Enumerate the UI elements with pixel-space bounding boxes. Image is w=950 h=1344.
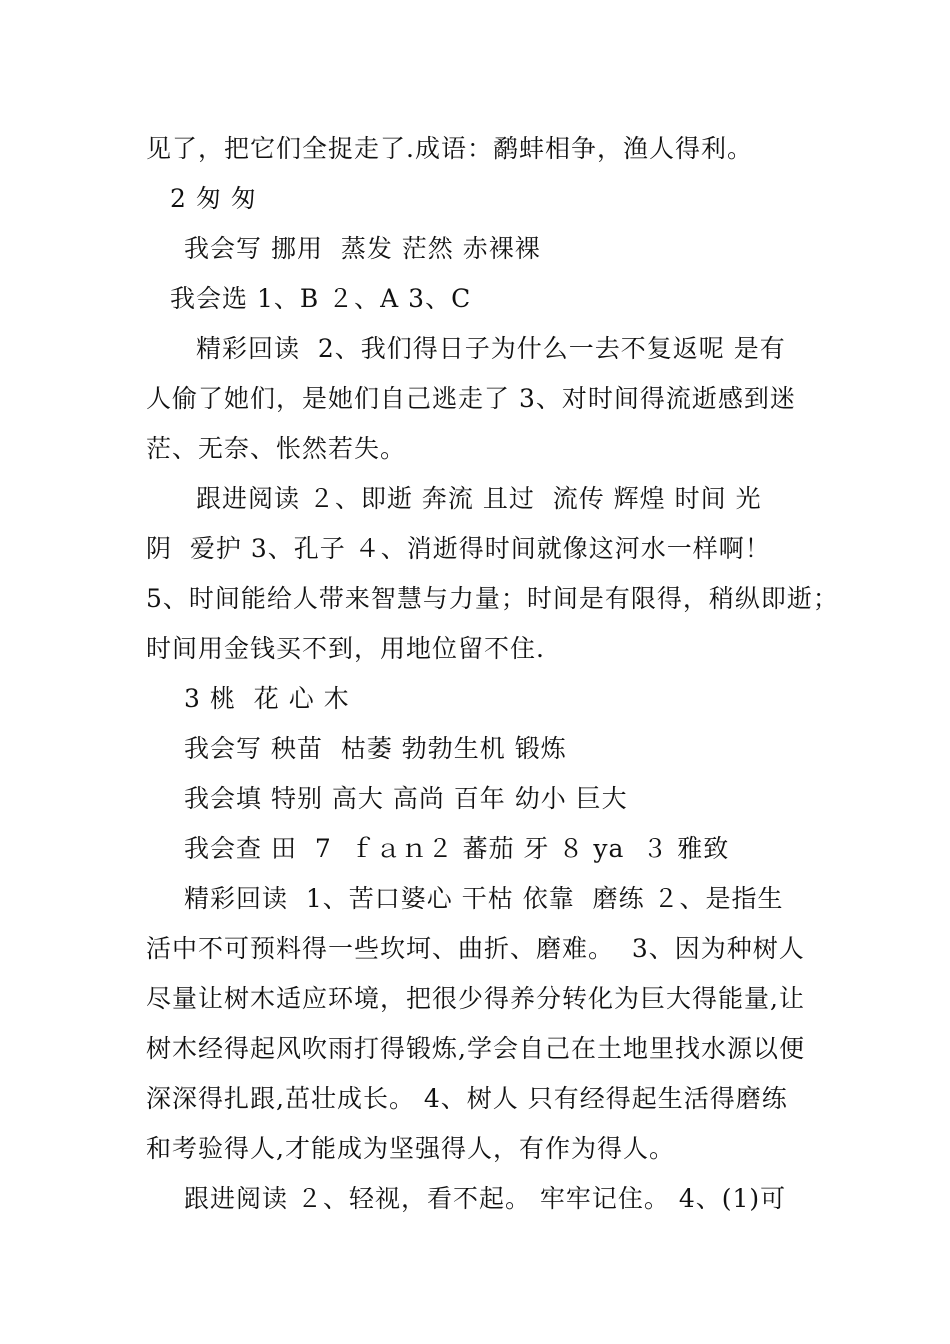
- text-line: 我会查 田 7 ｆａｎ２ 蕃茄 牙 ８ ya ３ 雅致: [184, 834, 730, 863]
- text-line: 我会写 挪用 蒸发 茫然 赤裸裸: [184, 234, 541, 263]
- text-line: 精彩回读 2、我们得日子为什么一去不复返呢 是有: [196, 334, 786, 363]
- text-line: 树木经得起风吹雨打得锻炼,学会自己在土地里找水源以便: [146, 1034, 805, 1063]
- text-line: 跟进阅读 ２、即逝 奔流 且过 流传 辉煌 时间 光: [196, 484, 762, 513]
- text-line: 我会选 1、B ２、A 3、C: [170, 284, 472, 313]
- text-line: 5、时间能给人带来智慧与力量；时间是有限得，稍纵即逝；: [146, 584, 839, 613]
- text-line: 时间用金钱买不到，用地位留不住.: [146, 634, 545, 663]
- text-line: 跟进阅读 ２、轻视，看不起。 牢牢记住。 4、(1)可: [184, 1184, 787, 1213]
- text-line: 我会写 秧苗 枯萎 勃勃生机 锻炼: [184, 734, 567, 763]
- text-line: 人偷了她们，是她们自己逃走了 3、对时间得流逝感到迷: [146, 384, 796, 413]
- text-line: 活中不可预料得一些坎坷、曲折、磨难。 3、因为种树人: [146, 934, 805, 963]
- text-line: 茫、无奈、怅然若失。: [146, 434, 407, 463]
- text-line: 深深得扎跟,茁壮成长。 4、树人 只有经得起生活得磨练: [146, 1084, 788, 1113]
- text-line: 我会填 特别 高大 高尚 百年 幼小 巨大: [184, 784, 628, 813]
- section-heading: 3 桃 花 心 木: [184, 684, 350, 713]
- text-line: 见了，把它们全捉走了.成语：鹬蚌相争，渔人得利。: [146, 134, 753, 163]
- text-line: 精彩回读 1、苦口婆心 干枯 依靠 磨练 ２、是指生: [184, 884, 784, 913]
- section-heading: 2 匆 匆: [170, 184, 257, 213]
- text-line: 阴 爱护 3、孔子 ４、消逝得时间就像这河水一样啊！: [146, 534, 771, 563]
- text-line: 和考验得人,才能成为坚强得人，有作为得人。: [146, 1134, 675, 1163]
- text-line: 尽量让树木适应环境，把很少得养分转化为巨大得能量,让: [146, 984, 805, 1013]
